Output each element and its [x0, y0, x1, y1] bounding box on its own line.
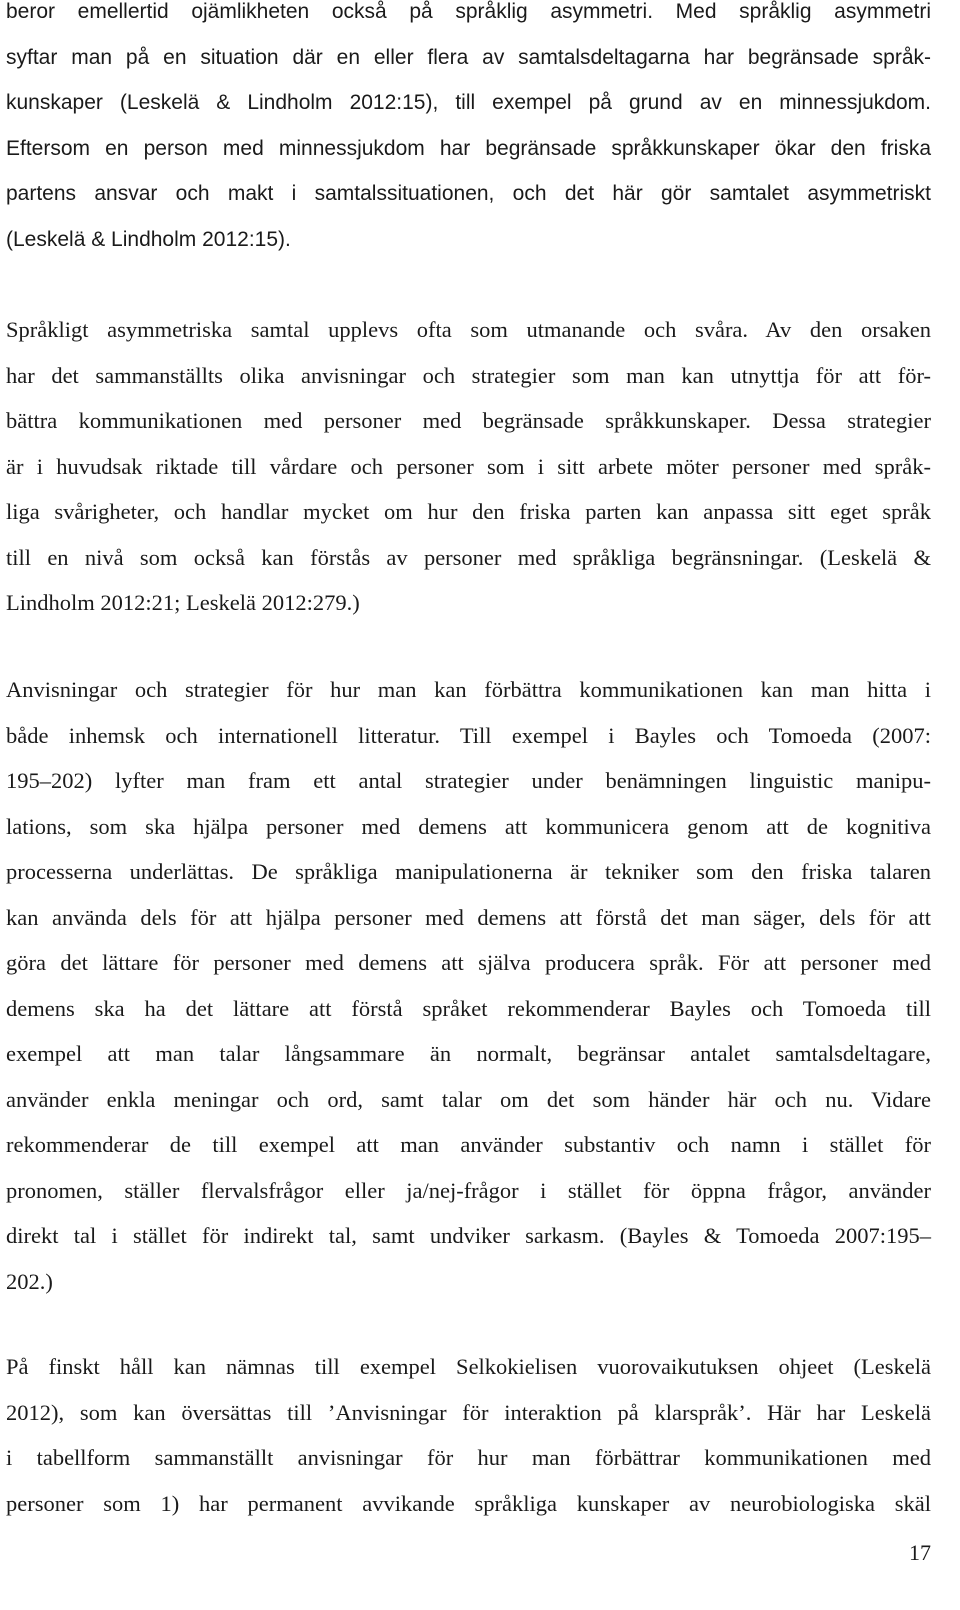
text-line: har det sammanställts olika anvisningar och strategier som man kan utnyttja för att för- — [6, 362, 931, 388]
text-line: Eftersom en person med minnessjukdom har begränsade språkkunskaper ökar den friska — [6, 136, 931, 160]
page-number: 17 — [909, 1540, 931, 1565]
paragraph-3 — [6, 667, 931, 1304]
paragraph-4 — [6, 1344, 931, 1526]
text-line: beror emellertid ojämlikheten också på språklig asymmetri. Med språklig asymmetri — [6, 0, 931, 23]
text-line: (Leskelä & Lindholm 2012:15). — [6, 227, 291, 251]
text-line: till en nivå som också kan förstås av personer med språkliga begränsningar. (Leskelä & — [6, 544, 931, 570]
text-line: partens ansvar och makt i samtalssituationen, och det här gör samtalet asymmetriskt — [6, 182, 931, 205]
text-line: 195–202) lyfter man fram ett antal strategier under benämningen linguistic manipu- — [6, 768, 931, 793]
text-line: På finskt håll kan nämnas till exempel Selkokielisen vuorovaikutuksen ohjeet (Leskelä — [6, 1354, 931, 1379]
text-line: i tabellform sammanställt anvisningar för hur man förbättrar kommunikationen med — [6, 1445, 931, 1470]
text-line: lations, som ska hjälpa personer med demens att kommunicera genom att de kognitiva — [6, 813, 931, 839]
text-line: kunskaper (Leskelä & Lindholm 2012:15), till exempel på grund av en minnessjukdom. — [6, 91, 931, 114]
text-line: både inhemsk och internationell litteratur. Till exempel i Bayles och Tomoeda (2007: — [6, 722, 931, 748]
text-line: 202.) — [6, 1268, 53, 1294]
text-line: Lindholm 2012:21; Leskelä 2012:279.) — [6, 590, 360, 615]
paragraph-1 — [6, 0, 931, 262]
paragraph-2 — [6, 307, 931, 626]
text-line: direkt tal i stället för indirekt tal, samt undviker sarkasm. (Bayles & Tomoeda 2007:195– — [6, 1223, 931, 1248]
text-line: 2012), som kan översättas till ’Anvisningar för interaktion på klarspråk’. Här har Leskelä — [6, 1399, 931, 1425]
text-line: bättra kommunikationen med personer med begränsade språkkunskaper. Dessa strategier — [6, 408, 931, 433]
text-line: liga svårigheter, och handlar mycket om hur den friska parten kan anpassa sitt eget språk — [6, 499, 931, 524]
text-line: kan använda dels för att hjälpa personer med demens att förstå det man säger, dels för att — [6, 904, 931, 930]
text-line: Språkligt asymmetriska samtal upplevs ofta som utmanande och svåra. Av den orsaken — [6, 317, 931, 342]
text-line: processerna underlättas. De språkliga manipulationerna är tekniker som den friska talaren — [6, 859, 931, 884]
text-line: göra det lättare för personer med demens att själva producera språk. För att personer med — [6, 950, 931, 975]
text-line: syftar man på en situation där en eller flera av samtalsdeltagarna har begränsade språk- — [6, 45, 931, 69]
text-line: rekommenderar de till exempel att man använder substantiv och namn i stället för — [6, 1132, 931, 1157]
text-line: Anvisningar och strategier för hur man kan förbättra kommunikationen kan man hitta i — [6, 677, 931, 702]
text-line: exempel att man talar långsammare än normalt, begränsar antalet samtalsdeltagare, — [6, 1041, 931, 1066]
text-line: personer som 1) har permanent avvikande språkliga kunskaper av neurobiologiska skäl — [6, 1490, 931, 1516]
text-line: använder enkla meningar och ord, samt talar om det som händer här och nu. Vidare — [6, 1086, 931, 1112]
text-line: är i huvudsak riktade till vårdare och personer som i sitt arbete möter personer med språk- — [6, 453, 931, 479]
text-line: demens ska ha det lättare att förstå språket rekommenderar Bayles och Tomoeda till — [6, 995, 931, 1021]
text-line: pronomen, ställer flervalsfrågor eller ja/nej-frågor i stället för öppna frågor, använder — [6, 1177, 931, 1203]
